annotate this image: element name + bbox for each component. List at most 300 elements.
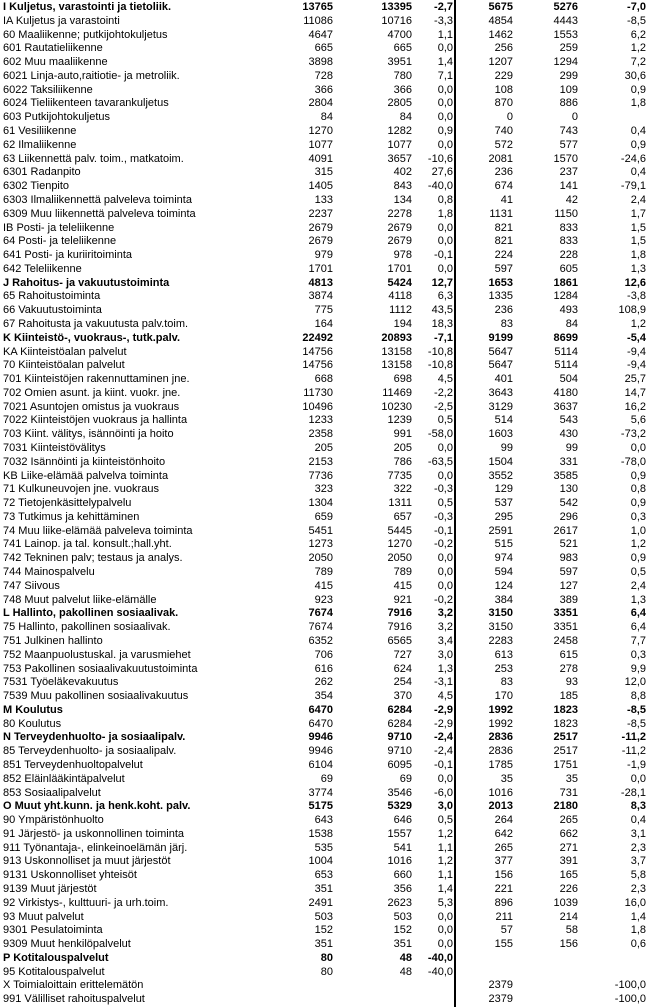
table-row [0,787,650,801]
row-label: 62 Ilmaliikenne [3,138,77,151]
table-row [0,428,650,442]
cell-col1: 923 [314,593,333,606]
cell-col1: 2050 [308,552,333,565]
cell-col4: 57 [500,924,513,937]
cell-col4: 572 [494,138,513,151]
cell-col1: 262 [314,676,333,689]
cell-col5: 731 [559,786,578,799]
cell-gap [453,580,461,594]
cell-col5: 265 [559,814,578,827]
cell-col4: 129 [494,483,513,496]
cell-col2: 7916 [387,621,412,634]
cell-col5: 58 [565,924,578,937]
cell-col5: 577 [559,138,578,151]
cell-col2: 624 [393,662,412,675]
row-label: 6301 Radanpito [3,166,81,179]
cell-gap [453,263,461,277]
cell-col4: 1992 [488,717,513,730]
row-label: 603 Putkijohtokuljetus [3,111,111,124]
cell-col2: 2050 [387,552,412,565]
row-label: 95 Kotitalouspalvelut [3,965,105,978]
cell-gap [453,552,461,566]
cell-col2: 7735 [387,469,412,482]
cell-col4: 1131 [489,207,513,220]
table-row [0,208,650,222]
cell-col5 [513,966,578,980]
cell-col6-pct: 1,8 [630,97,646,110]
cell-col3-pct: -7,1 [434,331,453,344]
cell-col6-pct: 0,9 [630,138,646,151]
cell-col3-pct: -3,1 [434,676,453,689]
row-label: 602 Muu maaliikenne [3,56,108,69]
cell-col5: 1751 [553,758,578,771]
cell-col2: 370 [393,690,412,703]
cell-col1: 2153 [308,455,333,468]
cell-col2: 3657 [387,152,412,165]
row-label: 6302 Tienpito [3,180,70,193]
cell-gap [453,290,461,304]
table-row [0,718,650,732]
cell-col5: 156 [559,938,578,951]
cell-col2: 13158 [381,345,412,358]
cell-col1: 2358 [308,428,333,441]
cell-col2: 541 [393,841,412,854]
cell-col1: 653 [314,869,333,882]
cell-col1: 205 [314,442,333,454]
table-row [0,70,650,84]
cell-col5: 296 [559,510,578,523]
row-label: 91 Järjestö- ja uskonnollinen toiminta [3,827,184,840]
cell-col2: 657 [393,510,412,523]
table-row [0,497,650,511]
cell-gap [453,676,461,690]
cell-col6-pct: 30,6 [624,69,646,82]
cell-col4: 2836 [488,745,513,758]
cell-col5: 504 [559,373,578,386]
cell-col1: 789 [314,566,333,579]
cell-col5: 1039 [553,896,578,909]
cell-col2: 3951 [387,56,412,69]
cell-col4: 3150 [488,621,513,634]
cell-col3-pct: 0,0 [437,579,453,592]
cell-gap [453,208,461,222]
cell-gap [453,56,461,70]
cell-col2: 10716 [381,14,412,27]
cell-col6-pct: 1,8 [630,924,646,937]
table-row [0,180,650,194]
cell-col1: 1405 [308,180,333,193]
cell-col4: 3643 [488,386,513,399]
row-label: 753 Pakollinen sosiaalivakuutustoiminta [3,662,198,675]
cell-col1: 6352 [308,634,333,647]
cell-gap [453,318,461,332]
table-row [0,883,650,897]
cell-col2: 5329 [387,800,412,813]
cell-col2: 13395 [381,1,412,13]
cell-col5: 331 [559,455,578,468]
cell-col1: 164 [314,317,333,330]
cell-col6-pct: 0,0 [630,772,646,785]
cell-col3-pct: 1,8 [437,207,453,220]
cell-col4: 2591 [488,524,513,537]
cell-col6-pct: 1,2 [630,42,646,55]
cell-gap [453,979,461,993]
row-label: 744 Mainospalvelu [3,566,95,579]
cell-col1: 503 [314,910,333,923]
table-row [0,828,650,842]
cell-col6-pct: 1,2 [630,317,646,330]
cell-col3-pct: 1,4 [437,883,453,895]
cell-col1: 979 [314,249,333,262]
cell-col3-pct: 0,0 [437,235,453,248]
cell-col6-pct: -11,2 [621,731,646,744]
table-row [0,97,650,111]
cell-col2: 322 [393,483,412,496]
cell-col4: 264 [494,814,513,827]
cell-col2: 9710 [387,731,412,744]
cell-col6-pct [578,111,646,125]
cell-col1: 13765 [302,1,333,13]
cell-col3-pct: -40,0 [427,965,453,978]
cell-col1: 1004 [308,855,333,868]
cell-col1: 2491 [308,896,333,909]
row-label: J Rahoitus- ja vakuutustoiminta [3,276,170,289]
table-row [0,401,650,415]
cell-col4: 1992 [488,703,513,716]
cell-col2: 6284 [387,703,412,716]
cell-col1: 22492 [302,331,333,344]
cell-gap [453,731,461,745]
cell-col1: 4813 [308,276,333,289]
cell-col6-pct [578,966,646,980]
cell-col1: 706 [314,648,333,661]
cell-gap [453,15,461,29]
cell-col6-pct: 8,3 [630,800,646,813]
cell-gap [453,111,461,125]
cell-col6-pct: 1,7 [630,207,646,220]
cell-col6-pct: -1,9 [627,758,646,771]
cell-col4: 2081 [488,152,513,165]
cell-col4: 83 [500,317,513,330]
cell-gap [453,387,461,401]
cell-gap [453,277,461,291]
cell-gap [453,456,461,470]
table-row [0,952,650,966]
cell-col6-pct: 1,4 [630,910,646,923]
table-row [0,166,650,180]
cell-col1: 11730 [303,386,333,399]
cell-col3-pct: 0,0 [437,469,453,482]
cell-col4: 35 [500,772,513,785]
table-row [0,483,650,497]
cell-col4: 515 [494,538,513,551]
cell-gap [453,139,461,153]
cell-col5: 430 [559,428,578,441]
cell-col1: 354 [314,690,333,703]
row-label: 9131 Uskonnolliset yhteisöt [3,869,137,882]
row-label: 911 Työnantaja-, elinkeinoelämän järj. [3,841,188,854]
cell-col2: 665 [393,42,412,55]
table-row [0,663,650,677]
cell-col2: 6284 [387,717,412,730]
cell-col5: 605 [559,262,578,275]
cell-col2: 780 [393,69,412,82]
cell-col6-pct: 6,2 [630,28,646,41]
cell-col5: 833 [559,221,578,234]
cell-gap [453,235,461,249]
table-row [0,552,650,566]
table-row [0,263,650,277]
cell-col4: 5647 [488,359,513,372]
table-row [0,414,650,428]
cell-col6-pct: -8,5 [627,703,646,716]
cell-gap [453,401,461,415]
cell-gap [453,538,461,552]
cell-col6-pct: 1,0 [630,524,646,537]
cell-col6-pct [578,952,646,966]
cell-col5: 1553 [553,28,578,41]
cell-col3-pct: -2,4 [434,745,453,758]
cell-col5: 493 [559,304,578,317]
cell-col3-pct: -10,6 [427,152,453,165]
cell-col1: 351 [314,938,333,951]
cell-col2: 254 [393,676,412,689]
cell-col4: 1603 [488,428,513,441]
cell-col4: 384 [494,593,513,606]
cell-gap [453,497,461,511]
cell-gap [453,883,461,897]
cell-col6-pct: 5,6 [630,414,646,427]
cell-col3-pct: 0,5 [437,814,453,827]
cell-gap [453,814,461,828]
row-label: 748 Muut palvelut liike-elämälle [3,593,157,606]
table-row [0,470,650,484]
row-label: 702 Omien asunt. ja kiint. vuokr. jne. [3,386,181,399]
cell-col2: 84 [399,111,412,124]
cell-col1: 3898 [308,56,333,69]
cell-col6-pct: 6,4 [630,621,646,634]
cell-col6-pct: -24,6 [620,152,646,165]
cell-col2: 786 [393,455,412,468]
cell-col5: 165 [559,869,578,882]
cell-col4: 2379 [488,993,513,1006]
cell-col5: 4443 [553,14,578,27]
cell-col3-pct: 0,5 [437,414,453,427]
cell-col5: 2458 [553,634,578,647]
cell-col3-pct: 6,3 [437,290,453,303]
row-label: P Kotitalouspalvelut [3,951,109,964]
cell-col3-pct: 7,1 [437,69,453,82]
table-row [0,814,650,828]
cell-col3-pct: 0,0 [437,97,453,110]
cell-col5: 2617 [553,524,578,537]
row-label: 6303 Ilmaliikennettä palveleva toiminta [3,193,192,206]
row-label: 752 Maanpuolustuskal. ja varusmiehet [3,648,191,661]
row-label: 991 Välilliset rahoituspalvelut [3,993,145,1006]
cell-col4: 401 [494,373,513,386]
row-label: 741 Lainop. ja tal. konsult.;hall.yht. [3,538,172,551]
cell-col1: 1077 [308,138,333,151]
cell-col4: 253 [494,662,513,675]
cell-col6-pct: 25,7 [624,373,646,386]
cell-col1: 2679 [308,235,333,248]
row-label: K Kiinteistö-, vuokraus-, tutk.palv. [3,331,181,344]
cell-col4: 2013 [488,800,513,813]
cell-col2: 991 [393,428,412,441]
row-label: 70 Kiinteistöalan palvelut [3,359,125,372]
cell-col3-pct: -40,0 [427,180,453,193]
cell-gap [453,745,461,759]
cell-col3-pct: -2,5 [434,400,453,413]
row-label: 93 Muut palvelut [3,910,84,923]
cell-gap [453,153,461,167]
cell-col4: 108 [494,83,513,96]
cell-col5: 5114 [554,345,578,358]
cell-col5: 1294 [553,56,578,69]
row-label: X Toimialoittain erittelemätön [3,979,144,992]
cell-col1: 84 [320,111,333,124]
cell-col5: 130 [559,483,578,496]
cell-col3-pct: -0,1 [434,524,453,537]
cell-col5: 35 [565,772,578,785]
cell-gap [453,855,461,869]
cell-col6-pct: 2,3 [630,841,646,854]
cell-col3-pct [412,993,453,1007]
cell-col3-pct: 4,5 [437,690,453,703]
cell-col1: 152 [314,924,333,937]
cell-gap [453,594,461,608]
cell-col2: 2623 [387,896,412,909]
cell-col1: 80 [320,951,333,964]
cell-gap [453,373,461,387]
cell-col6-pct: 3,1 [630,827,646,840]
cell-col1: 9946 [308,731,333,744]
table-row [0,759,650,773]
cell-col4: 83 [500,676,513,689]
cell-col2: 366 [393,83,412,96]
table-row [0,525,650,539]
cell-col5: 3585 [553,469,578,482]
cell-col2: 1112 [389,304,412,317]
cell-col4: 2283 [488,634,513,647]
cell-col1: 3774 [308,786,333,799]
cell-col6-pct: 0,3 [630,510,646,523]
cell-col6-pct: 7,7 [630,634,646,647]
table-row [0,594,650,608]
cell-col3-pct: -40,0 [427,951,453,964]
cell-col1: 10496 [302,400,333,413]
row-label: 67 Rahoitusta ja vakuutusta palv.toim. [3,317,189,330]
table-row [0,304,650,318]
cell-col5: 5114 [554,359,578,372]
cell-col4: 2836 [488,731,513,744]
table-row [0,966,650,980]
cell-col5: 214 [559,910,578,923]
row-label: 852 Eläinlääkintäpalvelut [3,772,125,785]
cell-col3-pct: 43,5 [431,304,453,317]
cell-col2: 1077 [387,138,412,151]
cell-col5: 0 [571,111,578,124]
cell-col2: 1282 [387,125,412,138]
table-row [0,456,650,470]
cell-col6-pct: 0,3 [630,648,646,661]
cell-col4: 674 [494,180,513,193]
cell-col6-pct: -28,1 [620,786,646,799]
row-label: 7031 Kiinteistövälitys [3,442,106,454]
cell-col6-pct: 2,4 [630,579,646,592]
cell-col4: 3129 [488,400,513,413]
table-row [0,1,650,15]
cell-gap [453,166,461,180]
cell-col1: 2237 [308,207,333,220]
cell-col3-pct: 1,3 [437,662,453,675]
cell-col5: 185 [559,690,578,703]
cell-col1: 7736 [308,469,333,482]
cell-col1: 351 [314,883,333,895]
cell-col3-pct: 1,1 [437,841,453,854]
table-row [0,346,650,360]
cell-col2 [333,979,412,993]
cell-gap [453,249,461,263]
row-label: KA Kiinteistöalan palvelut [3,345,127,358]
cell-col5: 3637 [553,400,578,413]
cell-col2: 1557 [387,827,412,840]
cell-col3-pct: 0,5 [437,497,453,510]
row-label: O Muut yht.kunn. ja henk.koht. palv. [3,800,191,813]
cell-gap [453,304,461,318]
cell-col6-pct: 0,4 [630,125,646,138]
table-row [0,56,650,70]
row-label: 642 Teleliikenne [3,262,82,275]
table-row [0,731,650,745]
cell-col1: 7674 [308,621,333,634]
cell-col4: 211 [495,910,513,923]
cell-col1: 6104 [308,758,333,771]
table-row [0,580,650,594]
cell-col1: 133 [314,193,333,206]
cell-col4: 4854 [488,14,513,27]
cell-col3-pct: -2,2 [434,386,453,399]
cell-col5 [513,993,578,1007]
cell-col5: 226 [559,883,578,895]
cell-col4: 41 [500,193,513,206]
cell-col5: 109 [559,83,578,96]
table-row [0,773,650,787]
cell-gap [453,42,461,56]
cell-gap [453,869,461,883]
table-row [0,84,650,98]
row-label: 742 Tekninen palv; testaus ja analys. [3,552,183,565]
cell-col3-pct: 0,0 [437,83,453,96]
cell-col2: 69 [399,772,412,785]
cell-col3-pct: 3,4 [437,634,453,647]
table-row [0,566,650,580]
cell-col3-pct: -63,5 [427,455,453,468]
cell-col3-pct: 3,2 [437,607,453,620]
cell-gap [453,759,461,773]
row-label: 6021 Linja-auto,raitiotie- ja metroliik. [3,69,180,82]
cell-col2: 11469 [382,386,412,399]
cell-col2: 6095 [387,758,412,771]
cell-col6-pct: 108,9 [618,304,646,317]
cell-col1: 14756 [302,345,333,358]
cell-col2: 1239 [387,414,412,427]
cell-col4: 99 [500,442,513,454]
cell-gap [453,966,461,980]
table-row [0,635,650,649]
cell-col6-pct: -78,0 [620,455,646,468]
table-row [0,924,650,938]
